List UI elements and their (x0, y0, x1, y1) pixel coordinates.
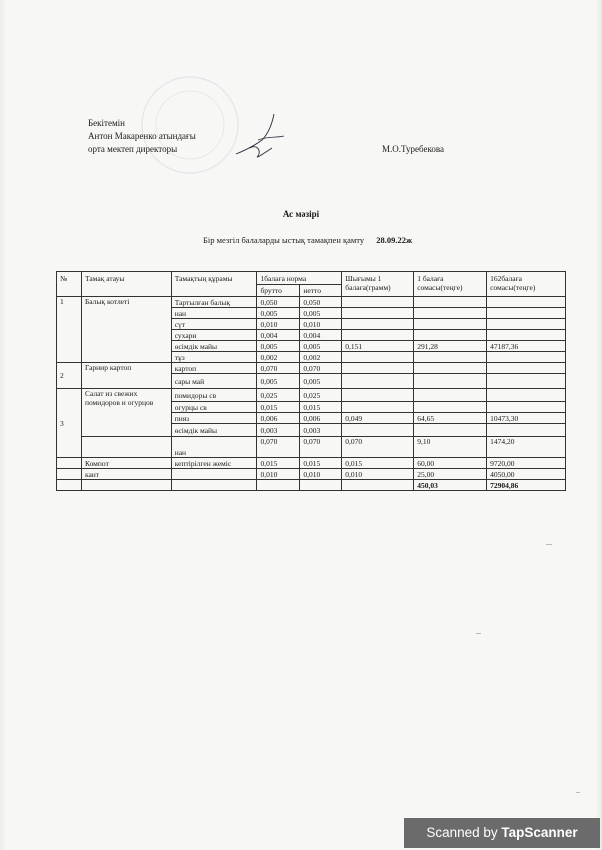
cell-yield (342, 363, 414, 374)
scanner-watermark (404, 818, 600, 848)
cell-dish: Гарнир картоп (81, 363, 171, 389)
cell-netto: 0,010 (300, 319, 342, 330)
cell-netto: 0,050 (300, 297, 342, 308)
approval-block (88, 117, 196, 156)
cell-cost-one: 64,65 (414, 413, 487, 424)
scanner-brand: TapScanner (501, 825, 578, 840)
cell-dish: кант (81, 469, 171, 480)
cell-item: Тартылған балық (171, 297, 257, 308)
cell-cost-total: 1474,20 (487, 437, 566, 458)
cell-brutto: 0,015 (257, 458, 300, 469)
cell-netto: 0,015 (300, 458, 342, 469)
cell-no (57, 458, 82, 469)
table-row (57, 469, 566, 480)
cell-cost-total (487, 363, 566, 374)
cell-no: 3 (57, 389, 82, 458)
cell-brutto: 0,005 (257, 341, 300, 352)
cell-cost-total (487, 319, 566, 330)
cell-item: картоп (171, 363, 257, 374)
cell-brutto: 0,050 (257, 297, 300, 308)
menu-table (56, 271, 566, 491)
cell-cost-one (414, 363, 487, 374)
cell-brutto: 0,025 (257, 389, 300, 402)
total-cost-total: 72904,86 (487, 480, 566, 491)
cell-item: помидоры св (171, 389, 257, 402)
header-netto: нетто (300, 285, 342, 297)
cell-netto: 0,002 (300, 352, 342, 363)
cell-cost-one (414, 330, 487, 341)
approval-line-1: Бекітемін (88, 118, 125, 128)
cell-dish: Балық котлеті (81, 297, 171, 363)
cell-dish: Компот (81, 458, 171, 469)
table-row (57, 297, 566, 308)
cell-brutto: 0,003 (257, 424, 300, 437)
cell-dish (81, 437, 171, 458)
cell-netto: 0,003 (300, 424, 342, 437)
cell-item: тұз (171, 352, 257, 363)
cell-brutto: 0,010 (257, 469, 300, 480)
cell-yield: 0,151 (342, 341, 414, 352)
table-header-row (57, 272, 566, 285)
signature-icon (228, 110, 298, 165)
cell-netto: 0,070 (300, 437, 342, 458)
table-row (57, 389, 566, 402)
header-composition: Тамақтың құрамы (171, 272, 257, 297)
cell-cost-total: 10473,30 (487, 413, 566, 424)
table-row (57, 437, 566, 458)
cell-brutto: 0,002 (257, 352, 300, 363)
cell-brutto: 0,015 (257, 402, 300, 413)
subtitle-text: Бір мезгіл балаларды ыстық тамақпен қамту (203, 235, 365, 245)
cell-cost-total (487, 424, 566, 437)
cell-cost-total (487, 308, 566, 319)
scan-speck (576, 792, 580, 793)
cell-cost-total (487, 297, 566, 308)
cell-netto: 0,010 (300, 469, 342, 480)
cell-yield (342, 308, 414, 319)
cell-brutto: 0,010 (257, 319, 300, 330)
cell-brutto: 0,005 (257, 308, 300, 319)
cell-yield: 0,010 (342, 469, 414, 480)
cell-netto: 0,015 (300, 402, 342, 413)
cell-yield (342, 402, 414, 413)
cell-yield: 0,049 (342, 413, 414, 424)
cell-yield (342, 330, 414, 341)
cell-cost-total (487, 352, 566, 363)
approval-line-3: орта мектеп директоры (88, 144, 178, 154)
cell-netto: 0,006 (300, 413, 342, 424)
cell-item: сары май (171, 374, 257, 389)
cell-cost-one (414, 424, 487, 437)
cell-brutto: 0,006 (257, 413, 300, 424)
cell-yield (342, 374, 414, 389)
cell-dish: Салат из свежих помидоров и огурцов (81, 389, 171, 437)
cell-yield (342, 297, 414, 308)
cell-item: огурцы св (171, 402, 257, 413)
director-name: М.О.Туребекова (382, 144, 445, 154)
total-cost-one: 450,03 (414, 480, 487, 491)
cell-cost-one (414, 402, 487, 413)
cell-item: өсімдік майы (171, 424, 257, 437)
header-cost-one: 1 балаға сомасы(теңге) (414, 272, 487, 297)
cell-no (57, 469, 82, 480)
cell-item (171, 469, 257, 480)
cell-cost-one (414, 389, 487, 402)
cell-item: пияз (171, 413, 257, 424)
cell-cost-total (487, 402, 566, 413)
cell-netto: 0,025 (300, 389, 342, 402)
cell-netto: 0,005 (300, 341, 342, 352)
cell-netto: 0,004 (300, 330, 342, 341)
cell-brutto: 0,070 (257, 437, 300, 458)
cell-cost-one: 9,10 (414, 437, 487, 458)
cell-cost-total (487, 389, 566, 402)
cell-netto: 0,070 (300, 363, 342, 374)
header-no: № (57, 272, 82, 297)
cell-item: сүт (171, 319, 257, 330)
page-title: Ас мәзірі (282, 209, 320, 219)
cell-yield: 0,070 (342, 437, 414, 458)
cell-cost-one (414, 319, 487, 330)
cell-yield (342, 389, 414, 402)
cell-brutto: 0,005 (257, 374, 300, 389)
cell-item: нан (171, 308, 257, 319)
cell-cost-one (414, 297, 487, 308)
cell-no: 1 (57, 297, 82, 363)
cell-item: сухари (171, 330, 257, 341)
cell-cost-total: 9720,00 (487, 458, 566, 469)
table-row (57, 458, 566, 469)
header-consumption: Шығымы 1 балаға(грамм) (342, 272, 414, 297)
cell-item: нан (171, 437, 257, 458)
scan-speck (476, 633, 481, 634)
header-norm: 1балаға норма (257, 272, 342, 285)
cell-cost-total (487, 374, 566, 389)
scanner-prefix: Scanned by (426, 825, 502, 840)
cell-cost-one (414, 352, 487, 363)
cell-yield (342, 352, 414, 363)
header-brutto: брутто (257, 285, 300, 297)
cell-yield (342, 424, 414, 437)
cell-cost-total: 47187,36 (487, 341, 566, 352)
scan-speck (546, 544, 552, 545)
cell-yield (342, 319, 414, 330)
cell-netto: 0,005 (300, 308, 342, 319)
cell-item: кептірілген жеміс (171, 458, 257, 469)
table-row (57, 363, 566, 374)
cell-cost-one: 25,00 (414, 469, 487, 480)
cell-cost-one (414, 308, 487, 319)
cell-cost-total (487, 330, 566, 341)
total-row (57, 480, 566, 491)
cell-cost-total: 4050,00 (487, 469, 566, 480)
cell-netto: 0,005 (300, 374, 342, 389)
cell-cost-one (414, 374, 487, 389)
header-cost-total: 162балаға сомасы(теңге) (487, 272, 566, 297)
cell-yield: 0,015 (342, 458, 414, 469)
page-subtitle (203, 235, 412, 245)
cell-item: өсімдік майы (171, 341, 257, 352)
subtitle-date: 28.09.22ж (376, 235, 413, 245)
cell-cost-one: 291,28 (414, 341, 487, 352)
cell-brutto: 0,070 (257, 363, 300, 374)
header-dish: Тамақ атауы (81, 272, 171, 297)
cell-brutto: 0,004 (257, 330, 300, 341)
cell-cost-one: 60,00 (414, 458, 487, 469)
cell-no: 2 (57, 363, 82, 389)
approval-line-2: Антон Макаренко атындағы (88, 131, 196, 141)
